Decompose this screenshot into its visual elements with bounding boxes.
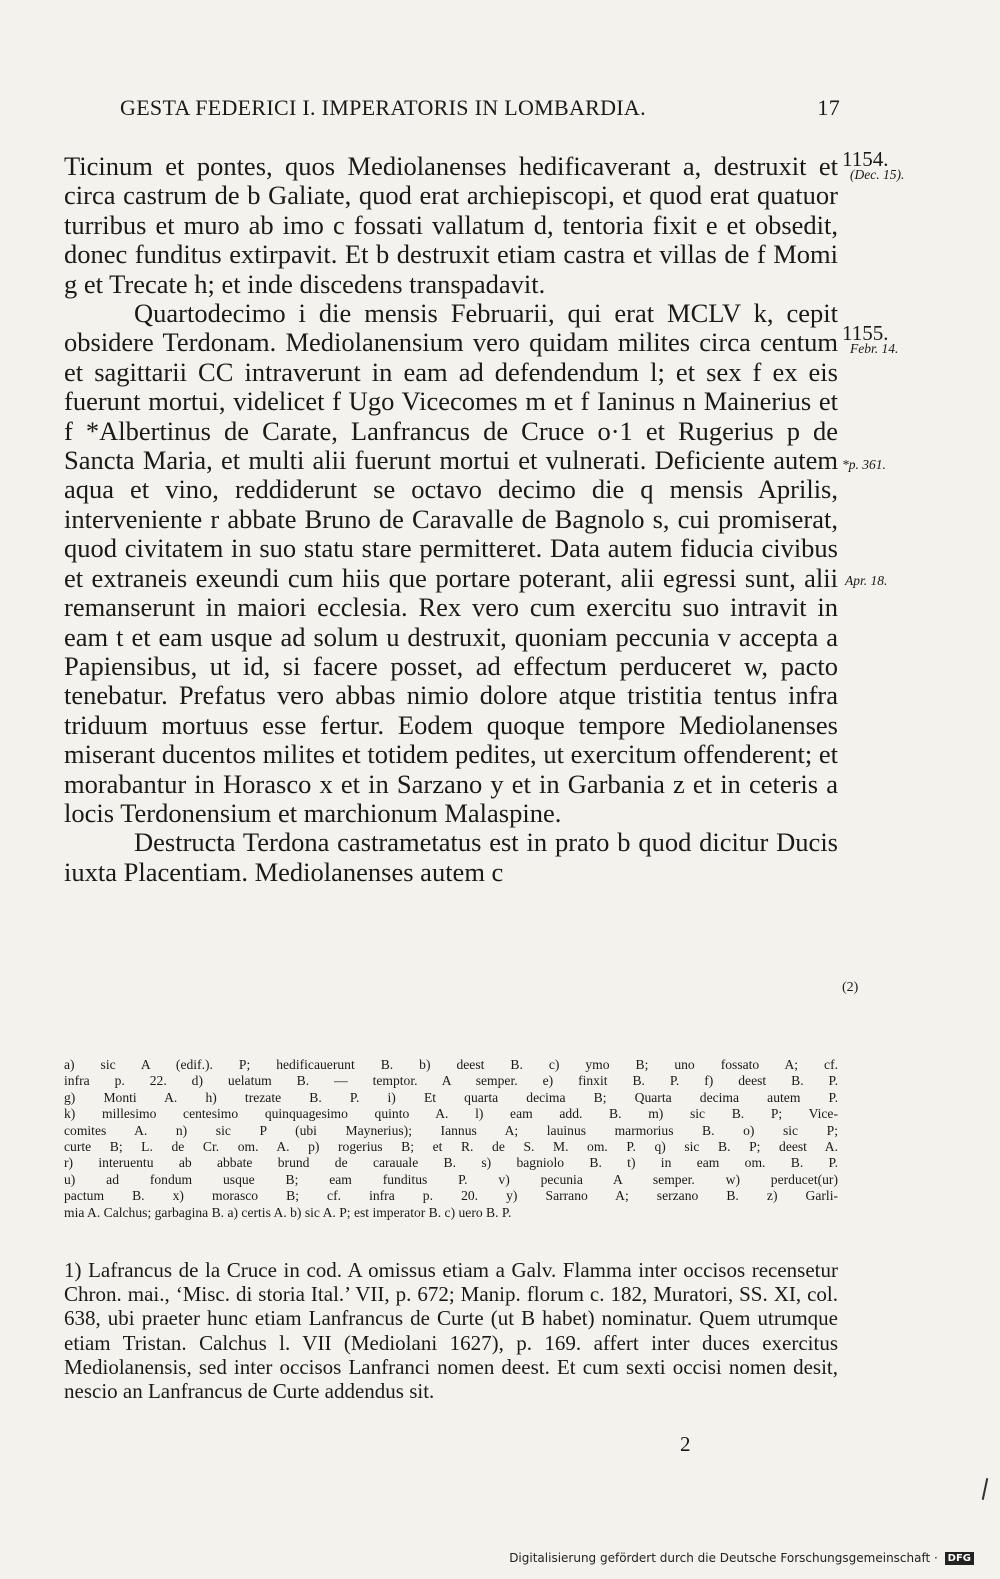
margin-note-ref: (2) [842,980,859,995]
signature-mark: 2 [680,1432,691,1456]
footer-text: Digitalisierung gefördert durch die Deutsche Forschungsgemeinschaft · [509,1551,938,1565]
margin-date: Febr. 14. [850,341,899,356]
variant-note-line: u) ad fondum usque B; eam funditus P. v) pecunia A semper. w) perducet(ur) [64,1171,838,1187]
scan-mark [982,1478,989,1500]
dfg-logo: DFG [945,1552,974,1565]
margin-year: 1154. [842,147,889,171]
variant-note-line: pactum B. x) morasco B; cf. infra p. 20. y) Sarrano A; serzano B. z) Garli- [64,1188,838,1204]
variant-note-line: r) interuentu ab abbate brund de carauale B. s) bagniolo B. t) in eam om. B. P. [64,1155,838,1171]
variant-note-line: infra p. 22. d) uelatum B. — temptor. A semper. e) finxit B. P. f) deest B. P. [64,1073,838,1089]
variant-notes [64,1057,838,1221]
paragraph-3: Destructa Terdona castrametatus est in prato b quod dicitur Ducis iuxta Placentiam. Mediolanenses autem c [64,827,838,887]
variant-note-line: comites A. n) sic P (ubi Maynerius); Iannus A; lauinus marmorius B. o) sic P; [64,1122,838,1138]
margin-year-1155 [842,321,899,356]
footnote-text: 1) Lafrancus de la Cruce in cod. A omissus etiam a Galv. Flamma inter occisos recensetur Chron. mai., ‘Misc. di storia Ital.’ VII, p. 672; Manip. florum c. 182, Muratori, SS. XI, col. 638, ubi praeter hunc etiam Lanfrancus de Curte (ut B habet) nominatur. Quem utrumque etiam Tristan. Calchus l. VII (Mediolani 1627), p. 169. affert inter duces exercitus Mediolanensis, sed inter occisos Lanfranci nomen deest. Et cum sexti occisi nomen desit, nescio an Lanfrancus de Curte addendus sit. [64,1258,838,1404]
running-title: GESTA FEDERICI I. IMPERATORIS IN LOMBARDIA. [120,95,646,120]
margin-date: (Dec. 15). [850,167,905,182]
variant-note-line: g) Monti A. h) trezate B. P. i) Et quarta decima B; Quarta decima autem P. [64,1089,838,1105]
variant-note-line: a) sic A (edif.). P; hedificauerunt B. b) deest B. c) ymo B; uno fossato A; cf. [64,1057,838,1072]
variant-note-line: mia A. Calchus; garbagina B. a) certis A. b) sic A. P; est imperator B. c) uero B. P. [64,1204,512,1220]
footnote [64,1258,838,1403]
margin-page-ref: *p. 361. [842,457,886,472]
margin-year: 1155. [842,321,889,345]
main-text [64,152,838,887]
paragraph-1: Ticinum et pontes, quos Mediolanenses hedificaverant a, destruxit et circa castrum de b Galiate, quod erat archiepiscopi, et quod erat quatuor turribus et muro ab imo c fossati vallatum d, tentoria fixit e et obsedit, donec funditus extirpavit. Et b destruxit etiam castra et villas de f Momi g et Trecate h; et inde discedens transpadavit. [64,151,838,299]
variant-note-line: k) millesimo centesimo quinquagesimo quinto A. l) eam add. B. m) sic B. P; Vice- [64,1106,838,1122]
footer [509,1551,974,1565]
page-number: 17 [817,95,840,120]
margin-year-1154 [842,147,905,182]
margin-date-april: Apr. 18. [845,573,888,588]
variant-note-line: curte B; L. de Cr. om. A. p) rogerius B; et R. de S. M. om. P. q) sic B. P; deest A. [64,1139,838,1155]
paragraph-2: Quartodecimo i die mensis Februarii, qui erat MCLV k, cepit obsidere Terdonam. Mediolanensium vero quidam milites circa centum et sagittarii CC intraverunt in eam ad defendendum l; et sex f ex eis fuerunt mortui, videlicet f Ugo Vicecomes m et f Ianinus n Mainerius et f *Albertinus de Carate, Lanfrancus de Cruce o·1 et Rugerius p de Sancta Maria, et multi alii fuerunt mortui et vulnerati. Deficiente autem aqua et vino, reddiderunt se octavo decimo die q mensis Aprilis, interveniente r abbate Bruno de Caravalle de Bagnolo s, cui promiserat, quod civitatem in suo statu stare permitteret. Data autem fiducia civibus et extraneis exeundi cum hiis que portare poterant, alii egressi sunt, alii remanserunt in maiori ecclesia. Rex vero cum exercitu suo intravit in eam t et eam usque ad solum u destruxit, quoniam peccunia v accepta a Papiensibus, ut id, si facere posset, ad effectum perduceret w, pacto tenebatur. Prefatus vero abbas nimio dolore atque tristitia tentus infra triduum mortuus esse fertur. Eodem quoque tempore Mediolanenses miserant ducentos milites et totidem pedites, ut exercitum offenderent; et morabantur in Horasco x et in Sarzano y et in Garbania z et in ceteris a locis Terdonensium et marchionum Malaspine. [64,298,838,828]
